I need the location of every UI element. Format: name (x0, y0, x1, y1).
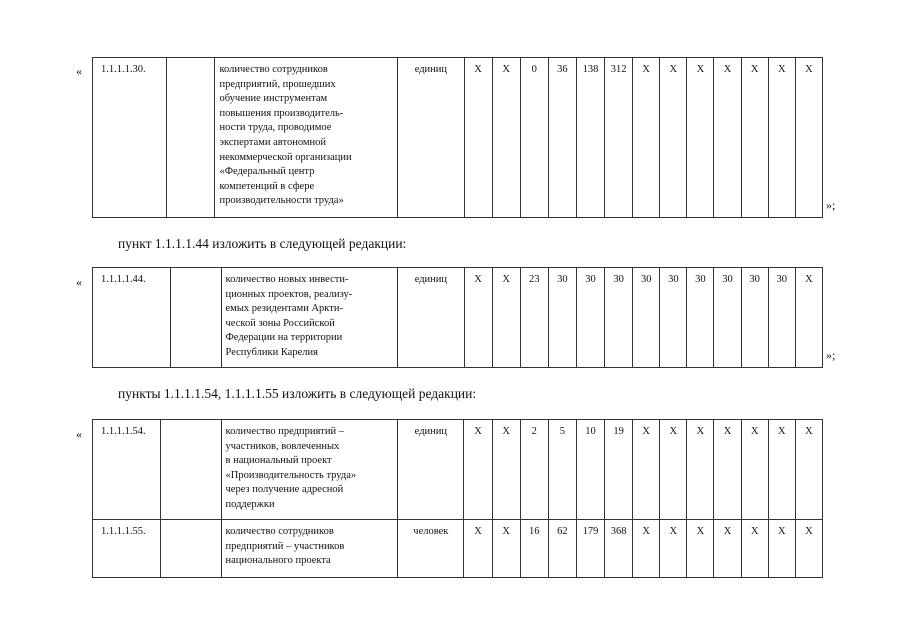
value-cell: Х (464, 420, 492, 520)
desc-line: «Производительность труда» (225, 469, 357, 481)
desc-line: национального проекта (225, 555, 331, 567)
desc-line: поддержки (225, 498, 275, 510)
value-cell: Х (464, 268, 492, 368)
row-id: 1.1.1.1.44. (93, 268, 171, 368)
open-quote-3: « (76, 427, 82, 441)
value-cell: Х (768, 520, 795, 578)
value-cell: 30 (687, 268, 714, 368)
value-cell: Х (714, 420, 741, 520)
desc-line: производительности труда» (219, 195, 344, 207)
value-cell: Х (633, 520, 660, 578)
desc-line: количество сотрудников (219, 64, 328, 75)
value-cell: Х (687, 520, 714, 578)
value-cell: 30 (660, 268, 687, 368)
value-cell: 368 (605, 520, 633, 578)
value-cell: Х (687, 58, 714, 218)
close-quote-2: »; (826, 348, 836, 362)
paragraph-2: пункты 1.1.1.1.54, 1.1.1.1.55 изложить в следующей редакции: (118, 386, 477, 401)
value-cell: 30 (768, 268, 795, 368)
value-cell: 0 (520, 58, 548, 218)
value-cell: 19 (605, 420, 633, 520)
row-id: 1.1.1.1.55. (93, 520, 161, 578)
table-row (93, 520, 823, 578)
desc-line: компетенций в сфере (219, 180, 315, 192)
close-quote-1: »; (826, 198, 836, 212)
desc-line: емых резидентами Аркти- (225, 303, 343, 315)
value-cell: 62 (548, 520, 576, 578)
desc-line: предприятий – участников (225, 540, 345, 552)
value-cell: Х (741, 420, 768, 520)
value-cell: Х (795, 420, 822, 520)
desc-line: ности труда, проводимое (219, 122, 332, 134)
row-id: 1.1.1.1.54. (93, 420, 161, 520)
value-cell: Х (687, 420, 714, 520)
row-description (215, 58, 398, 218)
value-cell: Х (660, 520, 687, 578)
row-unit: человек (398, 520, 464, 578)
value-cell: Х (633, 420, 660, 520)
desc-line: в национальный проект (225, 455, 332, 467)
value-cell: Х (714, 58, 741, 218)
table-row (93, 268, 823, 368)
desc-line: количество сотрудников (225, 526, 334, 537)
value-cell: Х (633, 58, 660, 218)
desc-line: Федерации на территории (225, 332, 343, 344)
row-unit: единиц (398, 58, 464, 218)
value-cell: Х (741, 520, 768, 578)
empty-cell (161, 420, 221, 520)
value-cell: Х (768, 420, 795, 520)
desc-line: Республики Карелия (225, 346, 318, 358)
empty-cell (171, 268, 221, 368)
desc-line: участников, вовлеченных (225, 440, 340, 452)
value-cell: Х (714, 520, 741, 578)
row-id: 1.1.1.1.30. (93, 58, 167, 218)
value-cell: 30 (548, 268, 576, 368)
row-description (221, 268, 398, 368)
paragraph-1: пункт 1.1.1.1.44 изложить в следующей редакции: (118, 236, 407, 251)
value-cell: Х (492, 420, 520, 520)
desc-line: некоммерческой организации (219, 151, 352, 163)
desc-line: количество новых инвести- (225, 274, 349, 285)
desc-line: «Федеральный центр (219, 166, 315, 178)
value-cell: 179 (576, 520, 604, 578)
table-3 (92, 419, 823, 578)
value-cell: 138 (576, 58, 604, 218)
value-cell: 2 (520, 420, 548, 520)
row-description (221, 420, 398, 520)
empty-cell (167, 58, 215, 218)
value-cell: 30 (633, 268, 660, 368)
value-cell: Х (741, 58, 768, 218)
row-unit: единиц (398, 268, 464, 368)
value-cell: 30 (576, 268, 604, 368)
empty-cell (161, 520, 221, 578)
desc-line: обучение инструментам (219, 93, 328, 105)
desc-line: экспертами автономной (219, 136, 327, 148)
value-cell: Х (492, 520, 520, 578)
value-cell: Х (492, 268, 520, 368)
row-description (221, 520, 398, 578)
desc-line: повышения производитель- (219, 107, 344, 119)
value-cell: Х (464, 58, 492, 218)
value-cell: 30 (605, 268, 633, 368)
value-cell: Х (492, 58, 520, 218)
desc-line: через получение адресной (225, 484, 344, 496)
desc-line: предприятий, прошедших (219, 78, 336, 90)
desc-line: ционных проектов, реализу- (225, 288, 353, 300)
value-cell: Х (795, 58, 822, 218)
value-cell: Х (464, 520, 492, 578)
value-cell: 30 (714, 268, 741, 368)
open-quote-1: « (76, 64, 82, 78)
value-cell: Х (768, 58, 795, 218)
value-cell: 10 (576, 420, 604, 520)
value-cell: Х (660, 420, 687, 520)
open-quote-2: « (76, 275, 82, 289)
value-cell: 36 (548, 58, 576, 218)
value-cell: Х (660, 58, 687, 218)
desc-line: ческой зоны Российской (225, 317, 335, 329)
row-unit: единиц (398, 420, 464, 520)
table-2 (92, 267, 823, 368)
table-row (93, 58, 823, 218)
value-cell: 312 (605, 58, 633, 218)
table-row (93, 420, 823, 520)
value-cell: 30 (741, 268, 768, 368)
value-cell: Х (795, 268, 822, 368)
value-cell: 23 (520, 268, 548, 368)
value-cell: 5 (548, 420, 576, 520)
value-cell: Х (795, 520, 822, 578)
table-1 (92, 57, 823, 218)
desc-line: количество предприятий – (225, 426, 345, 437)
value-cell: 16 (520, 520, 548, 578)
